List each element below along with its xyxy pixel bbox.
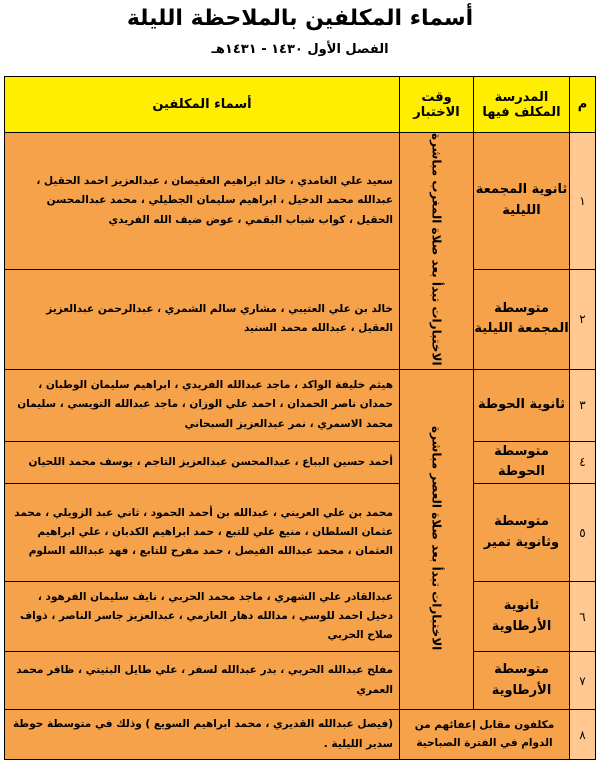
row-num: ٢ (570, 270, 596, 369)
time-label-maghrib: الاختبارات تبدأ بعد صلاة المغرب مباشرة (429, 133, 444, 366)
table-row (5, 652, 596, 710)
row-names: خالد بن علي العتيبي ، مشاري سالم الشمري ، عبدالرحمن عبدالعزيز العقيل ، عبدالله محمد السنيد (5, 270, 400, 369)
row-names: محمد بن علي العريني ، عبدالله بن أحمد الحمود ، ثاني عبد الزويلي ، محمد عثمان السلطان ، منيع علي للتبع ، حمد ابراهيم الكدبان ، علي ابراهيم العثمان ، محمد عبدالله الفيصل ، حمد مفرح للتابع ، فهد عبدالله السلوم (5, 484, 400, 582)
row-num: ٣ (570, 369, 596, 441)
table-row (5, 133, 596, 270)
row-num: ١ (570, 133, 596, 270)
time-cell-maghrib (400, 133, 474, 370)
row-school: ثانوية المجمعة الليلية (474, 133, 570, 270)
row-school: متوسطة وثانوية تمير (474, 484, 570, 582)
row-names: أحمد حسين البباع ، عبدالمحسن عبدالعزيز التاجم ، يوسف محمد اللحيان (5, 441, 400, 484)
table-row (5, 582, 596, 652)
header-school: المدرسة المكلف فيها (474, 77, 570, 133)
row-names: مفلح عبدالله الحربي ، بدر عبدالله لسفر ، علي طايل البثيتي ، ظافر محمد العمري (5, 652, 400, 710)
table-row (5, 710, 596, 760)
assignment-table (4, 76, 596, 760)
row-num: ٧ (570, 652, 596, 710)
time-label-asr: الاختبارات تبدأ بعد صلاة العصر مباشرة (429, 425, 444, 651)
row-names: سعيد علي الغامدي ، خالد ابراهيم العقيصان ، عبدالعزيز احمد الحقيل ، عبدالله محمد الدخيل ، ابراهيم سليمان الجطيلي ، محمد عبدالمحسن الحقيل ، كواب شباب البقمي ، عوض ضيف الله الفريدي (5, 133, 400, 270)
row-school: متوسطة المجمعة الليلية (474, 270, 570, 369)
table-row (5, 441, 596, 484)
row-num: ٥ (570, 484, 596, 582)
row-school: ثانوية الحوطة (474, 369, 570, 441)
row-names: عبدالقادر علي الشهري ، ماجد محمد الحربي ، نايف سليمان الفرهود ، دخيل احمد للوسي ، مدالله دهار العازمي ، عبدالعزيز جاسر الناصر ، ذواف صلاح الحربي (5, 582, 400, 652)
time-cell-asr (400, 369, 474, 710)
header-time: وقت الاختبار (400, 77, 474, 133)
row-num: ٨ (570, 710, 596, 760)
header-names: أسماء المكلفين (5, 77, 400, 133)
row-school: ثانوية الأرطاوية (474, 582, 570, 652)
page-title: أسماء المكلفين بالملاحظة الليلة (126, 6, 474, 31)
table-row (5, 270, 596, 369)
row-num: ٦ (570, 582, 596, 652)
row-names: (فيصل عبدالله القديري ، محمد ابراهيم السويع ) وذلك في متوسطة حوطة سدير الليلية . (5, 710, 400, 760)
table-row (5, 369, 596, 441)
table-row (5, 484, 596, 582)
page-subtitle: الفصل الأول ١٤٣٠ - ١٤٣١هـ (211, 42, 389, 57)
row-names: هيثم خليفة الواكد ، ماجد عبدالله الفريدي ، ابراهيم سليمان الوطبان ، حمدان ناصر الحمدان ، احمد علي الوزان ، ماجد عبدالله التويسي ، سليمان محمد الاسمري ، نمر عبدالعزيز السبحاني (5, 369, 400, 441)
row-school: متوسطة الحوطة (474, 441, 570, 484)
row-note: مكلفون مقابل إعفائهم من الدوام في الفترة الصباحية (400, 710, 570, 760)
table-header-row (5, 77, 596, 133)
row-num: ٤ (570, 441, 596, 484)
row-school: متوسطة الأرطاوية (474, 652, 570, 710)
header-num: م (570, 77, 596, 133)
